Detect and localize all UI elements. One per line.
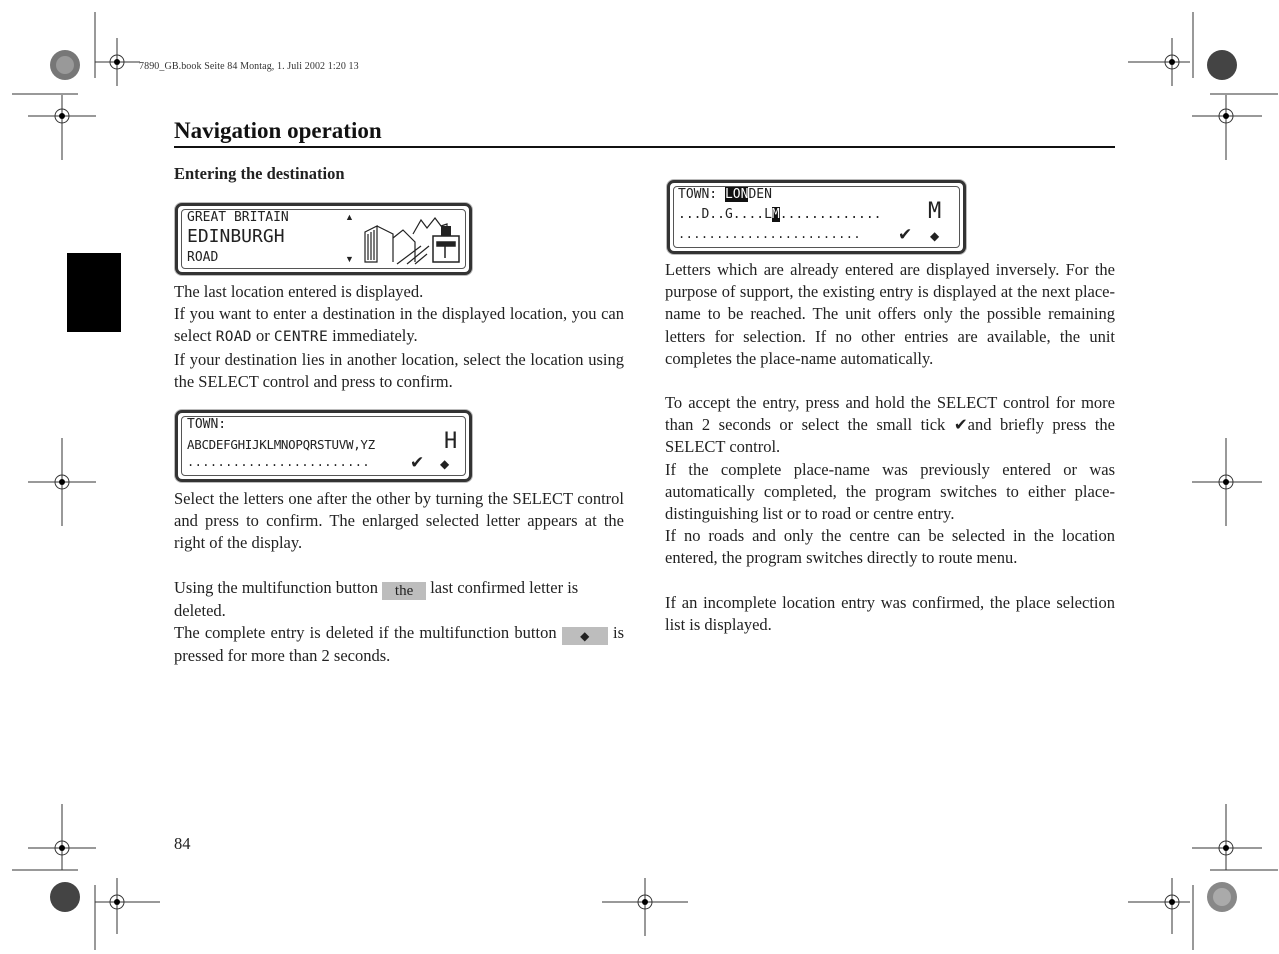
- lcd-display-letters: [175, 410, 472, 482]
- option-letters: ...D..G....L: [678, 207, 772, 222]
- option-dots: .............: [779, 207, 882, 222]
- paragraph: [174, 577, 584, 622]
- lcd-line-dots: ........................: [187, 455, 370, 469]
- button-text: the: [394, 583, 414, 599]
- town-label: TOWN:: [678, 187, 718, 202]
- paragraph: [665, 259, 1115, 370]
- back-arrow-icon: ◆: [930, 229, 940, 243]
- lcd-display-location: [175, 203, 472, 275]
- text: is pressed for more than 2 seconds.: [174, 623, 624, 666]
- arrow-down-icon: ▼: [345, 254, 354, 264]
- text: Letters which are already entered are displayed inversely. For the purpose of support, the existing entry is displayed at the next place-name to be reached. The unit offers only the possible remaining letters for selection. If no other entries are available, the unit completes the place-name automatically.: [665, 260, 1115, 368]
- text: The complete entry is deleted if the multifunction button: [174, 623, 562, 643]
- paragraph: [665, 592, 1115, 636]
- page-number: 84: [174, 834, 191, 853]
- paragraph: [665, 459, 1115, 526]
- tick-icon: ✔: [898, 225, 913, 245]
- section-title: Navigation operation: [174, 118, 382, 143]
- tick-icon: ✔: [953, 415, 968, 435]
- lcd-big-letter: H: [444, 429, 458, 454]
- lcd-display-autocomplete: [667, 180, 966, 254]
- paragraph: [174, 349, 624, 393]
- text: If an incomplete location entry was confirmed, the place selection list is displayed.: [665, 593, 1115, 635]
- lcd-line-dots: ........................: [678, 227, 861, 241]
- print-header: 7890_GB.book Seite 84 Montag, 1. Juli 2002 1:20 13: [139, 61, 359, 72]
- text: To accept the entry, press and hold the SELECT control for more than 2 seconds or select the small tick: [665, 393, 1115, 435]
- inverted-letter: M: [771, 207, 780, 222]
- inverted-letters: LON: [724, 187, 749, 202]
- multifunction-button-delete: [382, 582, 426, 600]
- lcd-line-road: ROAD: [187, 250, 219, 265]
- remaining-letters: DEN: [748, 187, 772, 202]
- multifunction-button-clear: [562, 627, 608, 645]
- title-rule: [174, 146, 1115, 148]
- lcd-line-town-entry: [678, 187, 772, 202]
- back-arrow-icon: ◆: [440, 457, 450, 471]
- lcd-line-town: EDINBURGH: [187, 226, 285, 247]
- lcd-line-country: GREAT BRITAIN: [187, 210, 289, 225]
- lcd-line-alphabet: ABCDEFGHIJKLMNOPQRSTUVW,YZ: [187, 437, 375, 452]
- centre-label: CENTRE: [273, 329, 328, 346]
- text: Select the letters one after the other by turning the SELECT control and press to confirm. The enlarged selected letter appears at the right of the display.: [174, 489, 624, 553]
- road-label: ROAD: [215, 329, 252, 346]
- subheading: Entering the destination: [174, 164, 345, 183]
- thumb-tab: [67, 253, 121, 332]
- paragraph: [174, 488, 624, 555]
- city-skyline-icon: [363, 212, 461, 266]
- text: Using the multifunction button: [174, 578, 383, 597]
- paragraph: [665, 392, 1115, 459]
- paragraph: [174, 303, 624, 348]
- paragraph: [174, 622, 624, 667]
- text: last confirmed letter is deleted.: [174, 578, 579, 620]
- text: If you want to enter a destination in the displayed location, you can select: [174, 304, 624, 346]
- back-arrow-icon: ◆: [580, 629, 590, 644]
- text: or: [251, 326, 274, 346]
- text: If no roads and only the centre can be selected in the location entered, the program switches directly to route menu.: [665, 526, 1115, 568]
- arrow-up-icon: ▲: [345, 212, 354, 222]
- tick-icon: ✔: [410, 453, 425, 473]
- lcd-line-town-label: TOWN:: [187, 417, 227, 432]
- paragraph: [174, 281, 624, 303]
- lcd-big-letter: M: [928, 199, 942, 224]
- text: If the complete place-name was previously entered or was automatically completed, the program switches to either place-distinguishing list or to road or centre entry.: [665, 459, 1115, 524]
- lcd-line-letter-options: [678, 207, 882, 222]
- text: immediately.: [328, 326, 418, 346]
- text: The last location entered is displayed.: [174, 282, 424, 301]
- paragraph: [665, 525, 1115, 569]
- text: and briefly press the SELECT control.: [665, 415, 1115, 457]
- text: If your destination lies in another location, select the location using the SELECT control and press to confirm.: [174, 349, 624, 391]
